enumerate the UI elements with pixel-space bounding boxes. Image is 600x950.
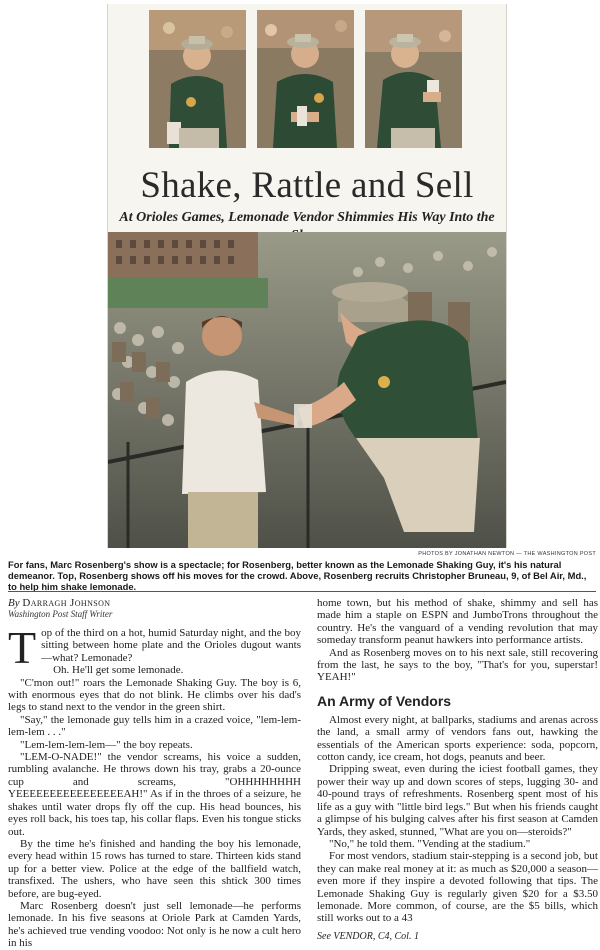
photo-caption: For fans, Marc Rosenberg's show is a spectacle; for Rosenberg, better known as the Lemonade Shaking Guy, it's his natural demeanor. Top, Rosenberg shows off his moves for the crowd. Above, Rosenberg recruits Christopher Bruneau, 9, of Bel Air, Md., to help him shake lemonade. [8,559,587,592]
section-subhead: An Army of Vendors [317,692,452,709]
article-column-left [8,597,301,950]
paragraph: Almost every night, at ballparks, stadiums and arenas across the land, a small army of vendors fans out, hawking the essentials of the American sports experience: soda, popcorn, cotton candy, ice cream, hot dogs, peanuts and beer. [317,713,598,764]
byline-title: Washington Post Staff Writer [8,609,113,619]
lead-paragraph-text: op of the third on a hot, humid Saturday night, and the boy sitting between home plate and the Orioles dugout wants—what? Lemonade? [41,627,301,664]
paragraph: Oh. He'll get some lemonade. [53,664,184,677]
photo-panel [107,4,507,548]
paragraph: "Lem-lem-lem-lem—" the boy repeats. [20,738,193,751]
jump-prefix: See [317,930,331,942]
photo-credit: PHOTOS BY JONATHAN NEWTON — THE WASHINGTON POST [418,551,596,557]
byline [8,597,301,609]
byline-name: Darragh Johnson [22,597,111,609]
caption-divider [8,591,596,592]
deck-subheadline: At Orioles Games, Lemonade Vendor Shimmies His Way Into the [119,210,495,225]
vendor-photo-2 [257,10,354,148]
paragraph: "Say," the lemonade guy tells him in a crazed voice, "lem-lem-lem-lem . . ." [8,713,301,739]
paragraph: By the time he's finished and handing the boy his lemonade, every head within 15 rows has turned to stare. Thirteen kids stand up for a better view. Police at the edge of the ballfield watch, transfixed. The ushers, who have seen this shtick 300 times before, are bug-eyed. [8,837,301,900]
vendor-photo-3 [365,10,462,148]
byline-prefix: By [8,597,20,609]
paragraph: "No," he told them. "Vending at the stadium." [329,837,531,850]
paragraph: And as Rosenberg moves on to his next sale, still recovering from the last, he says to the boy, "That's for you, superstar! YEAH!" [317,646,598,684]
paragraph: "C'mon out!" roars the Lemonade Shaking Guy. The boy is 6, with enormous eyes that do not blink. He climbs over his dad's legs to stand next to the vendor in the green shirt. [8,676,301,714]
jump-page: C4, Col. 1 [377,930,419,942]
paragraph: For most vendors, stadium stair-stepping is a second job, but they can make real money at it: as much as $20,000 a season—even more if they inspire a devoted following that tips. The Lemonade Shaking Guy is regularly given $20 for a $3.50 lemonade. More common, of course, are the $5 bills, which still works out to a 43 [317,850,598,925]
vendor-photo-1 [149,10,246,148]
dropcap: T [8,622,37,673]
paragraph: Dripping sweat, even during the iciest football games, they power their way up and down scores of steps, lugging 30- and 40-pound trays of refreshments. Rosenberg spent most of his life as a guy with "little bird legs." But when his friends caught a glimpse of his bulging calves after his first season at Camden Yards, they asked, stunned, "What are you on—steroids?" [317,763,598,838]
jump-section: VENDOR, [333,930,376,942]
main-photo [108,232,506,548]
paragraph: Marc Rosenberg doesn't just sell lemonade—he performs lemonade. In his five seasons at Oriole Park at Camden Yards, he's achieved true vending voodoo: Not only is he now a cult hero in his [8,899,301,950]
article-column-right [317,597,598,943]
headline: Shake, Rattle and Sell [140,165,474,206]
paragraph: "LEM-O-NADE!" the vendor screams, his voice a sudden, rumbling avalanche. He throws down his tray, grabs a 20-ounce cup and screams, "OHHHHHHHH YEEEEEEEEEEEEEEEEAH!" As if in the throes of a seizure, he shakes until water drops fly off the cup. His head bounces, his eyes roll back, his toes tap, his collar flaps. Even his tongue sticks out. [8,751,301,838]
paragraph: home town, but his method of shake, shimmy and sell has made him a staple on ESPN and JumboTrons throughout the country. He's the vanguard of a vending revolution that may someday transform peanut hawkers into performance artists. [317,597,598,647]
jump-line [317,931,598,943]
